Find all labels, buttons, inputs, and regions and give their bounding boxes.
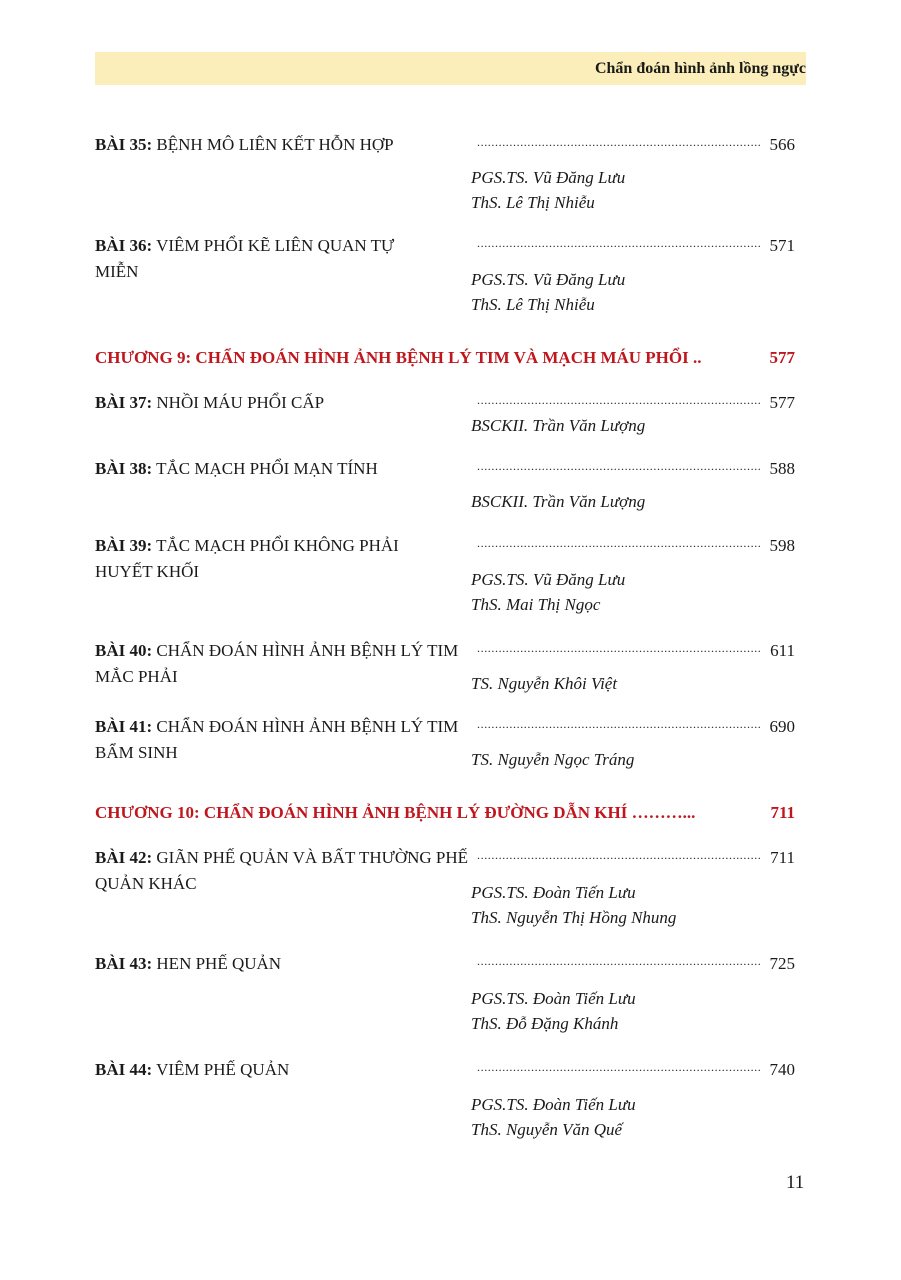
lesson-number: BÀI 39: [95,536,153,555]
page-ref: 577 [769,393,795,412]
leader-dots: ............................................................................... [477,641,761,655]
running-header [95,52,806,85]
lesson-title [95,132,465,158]
leader-dots: ............................................................................... [477,536,761,550]
lesson-title [95,638,461,690]
lesson-number: BÀI 37: [95,393,153,412]
lesson-name: TẮC MẠCH PHỔI KHÔNG PHẢI HUYẾT KHỐI [95,536,399,581]
page-ref: 690 [769,717,795,736]
author: PGS.TS. Đoàn Tiến Lưu [471,989,636,1008]
lesson-title [95,714,461,766]
lesson-title [95,390,465,416]
author: ThS. Lê Thị Nhiễu [471,193,595,212]
lesson-number: BÀI 40: [95,641,153,660]
lesson-title [95,1057,465,1083]
author: ThS. Đỗ Đặng Khánh [471,1014,619,1033]
lesson-number: BÀI 35: [95,135,153,154]
lesson-name: VIÊM PHẾ QUẢN [152,1060,290,1079]
lesson-number: BÀI 43: [95,954,153,973]
lesson-name: TẮC MẠCH PHỔI MẠN TÍNH [152,459,378,478]
page-ref: 611 [770,641,795,660]
author: ThS. Nguyễn Thị Hồng Nhung [471,908,677,927]
leader-dots: ............................................................................... [477,954,761,968]
author: PGS.TS. Đoàn Tiến Lưu [471,1095,636,1114]
lesson-title [95,951,465,977]
page-ref: 566 [769,135,795,154]
author: TS. Nguyễn Khôi Việt [471,674,618,693]
author: ThS. Nguyễn Văn Quế [471,1120,623,1139]
author: ThS. Mai Thị Ngọc [471,595,601,614]
lesson-name: GIÃN PHẾ QUẢN VÀ BẤT THƯỜNG PHẾ QUẢN KHÁC [95,848,469,893]
leader-dots: ............................................................................... [477,848,761,862]
running-header-title: Chẩn đoán hình ảnh lồng ngực [594,60,806,77]
author: PGS.TS. Vũ Đăng Lưu [471,570,626,589]
page-ref: 725 [769,954,795,973]
author: TS. Nguyễn Ngọc Tráng [471,750,635,769]
lesson-title [95,845,475,897]
lesson-number: BÀI 36: [95,236,153,255]
lesson-number: BÀI 44: [95,1060,153,1079]
lesson-name: CHẨN ĐOÁN HÌNH ẢNH BỆNH LÝ TIM BẨM SINH [95,717,459,762]
author: BSCKII. Trần Văn Lượng [471,492,646,511]
page-ref: 598 [769,536,795,555]
page-ref: 711 [770,848,795,867]
leader-dots: ............................................................................... [477,459,761,473]
lesson-name: HEN PHẾ QUẢN [152,954,282,973]
author: PGS.TS. Vũ Đăng Lưu [471,168,626,187]
chapter-page-ref: 711 [770,803,795,822]
lesson-number: BÀI 42: [95,848,153,867]
lesson-title [95,233,395,285]
chapter-title: CHƯƠNG 9: CHẨN ĐOÁN HÌNH ẢNH BỆNH LÝ TIM VÀ MẠCH MÁU PHỔI .. [95,348,702,367]
page-ref: 588 [769,459,795,478]
lesson-number: BÀI 38: [95,459,153,478]
leader-dots: ............................................................................... [477,236,761,250]
leader-dots: ............................................................................... [477,135,761,149]
chapter-page-ref: 577 [769,348,795,367]
author: ThS. Lê Thị Nhiễu [471,295,595,314]
leader-dots: ............................................................................... [477,717,761,731]
author: PGS.TS. Đoàn Tiến Lưu [471,883,636,902]
lesson-name: VIÊM PHỔI KẼ LIÊN QUAN TỰ MIỄN [95,236,395,281]
lesson-name: NHỒI MÁU PHỔI CẤP [152,393,325,412]
lesson-name: BỆNH MÔ LIÊN KẾT HỖN HỢP [152,135,394,154]
lesson-name: CHẨN ĐOÁN HÌNH ẢNH BỆNH LÝ TIM MẮC PHẢI [95,641,459,686]
leader-dots: ............................................................................... [477,393,761,407]
page-number: 11 [786,1172,805,1193]
page-ref: 740 [769,1060,795,1079]
chapter-title: CHƯƠNG 10: CHẨN ĐOÁN HÌNH ẢNH BỆNH LÝ ĐƯỜNG DẪN KHÍ ………... [95,803,696,822]
author: BSCKII. Trần Văn Lượng [471,416,646,435]
leader-dots: ............................................................................... [477,1060,761,1074]
lesson-number: BÀI 41: [95,717,153,736]
author: PGS.TS. Vũ Đăng Lưu [471,270,626,289]
page-ref: 571 [769,236,795,255]
lesson-title [95,533,435,585]
lesson-title [95,456,465,482]
